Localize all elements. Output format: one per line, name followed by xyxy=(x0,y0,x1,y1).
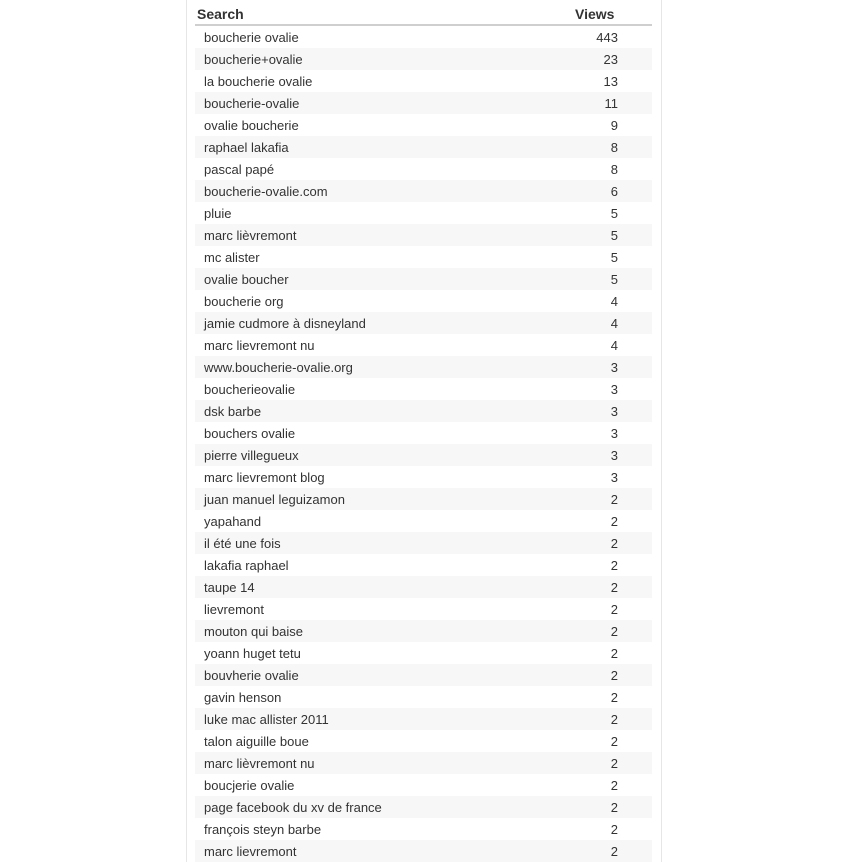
search-term: juan manuel leguizamon xyxy=(204,492,345,507)
view-count: 2 xyxy=(610,536,618,551)
table-row xyxy=(195,444,652,466)
view-count: 2 xyxy=(610,602,618,617)
view-count: 5 xyxy=(610,206,618,221)
table-row xyxy=(195,268,652,290)
table-row xyxy=(195,620,652,642)
view-count: 2 xyxy=(610,558,618,573)
table-row xyxy=(195,158,652,180)
table-row xyxy=(195,202,652,224)
table-row xyxy=(195,686,652,708)
table-row xyxy=(195,664,652,686)
table-row xyxy=(195,840,652,862)
search-term: raphael lakafia xyxy=(204,140,289,155)
view-count: 4 xyxy=(610,294,618,309)
search-terms-panel xyxy=(186,0,662,862)
search-term: bouvherie ovalie xyxy=(204,668,299,683)
search-term: boucherie org xyxy=(204,294,284,309)
view-count: 4 xyxy=(610,338,618,353)
view-count: 2 xyxy=(610,800,618,815)
table-row xyxy=(195,422,652,444)
view-count: 2 xyxy=(610,690,618,705)
view-count: 3 xyxy=(610,382,618,397)
table-row xyxy=(195,92,652,114)
table-row xyxy=(195,246,652,268)
view-count: 2 xyxy=(610,734,618,749)
column-header-search: Search xyxy=(197,6,244,22)
search-term: yoann huget tetu xyxy=(204,646,301,661)
table-row xyxy=(195,400,652,422)
view-count: 2 xyxy=(610,646,618,661)
search-term: ovalie boucher xyxy=(204,272,289,287)
search-term: page facebook du xv de france xyxy=(204,800,382,815)
view-count: 2 xyxy=(610,668,618,683)
table-row xyxy=(195,26,652,48)
table-row xyxy=(195,224,652,246)
table-body xyxy=(195,26,652,862)
search-term: gavin henson xyxy=(204,690,282,705)
search-term: marc lievremont xyxy=(204,844,297,859)
search-term: pierre villegueux xyxy=(204,448,299,463)
view-count: 8 xyxy=(610,140,618,155)
search-term: lakafia raphael xyxy=(204,558,289,573)
search-term: pluie xyxy=(204,206,232,221)
table-row xyxy=(195,774,652,796)
view-count: 8 xyxy=(610,162,618,177)
view-count: 4 xyxy=(610,316,618,331)
table-row xyxy=(195,730,652,752)
search-term: lievremont xyxy=(204,602,264,617)
view-count: 11 xyxy=(604,96,618,111)
view-count: 9 xyxy=(610,118,618,133)
table-row xyxy=(195,378,652,400)
view-count: 3 xyxy=(610,404,618,419)
search-terms-table xyxy=(195,0,652,862)
table-row xyxy=(195,312,652,334)
view-count: 2 xyxy=(610,778,618,793)
view-count: 443 xyxy=(596,30,618,45)
view-count: 13 xyxy=(603,74,618,89)
search-term: mouton qui baise xyxy=(204,624,304,639)
search-term: mc alister xyxy=(204,250,260,265)
view-count: 2 xyxy=(610,624,618,639)
table-row xyxy=(195,48,652,70)
view-count: 3 xyxy=(610,470,618,485)
search-term: www.boucherie-ovalie.org xyxy=(204,360,353,375)
table-row xyxy=(195,290,652,312)
view-count: 5 xyxy=(610,228,618,243)
search-term: bouchers ovalie xyxy=(204,426,296,441)
table-row xyxy=(195,334,652,356)
search-term: ovalie boucherie xyxy=(204,118,299,133)
view-count: 2 xyxy=(610,822,618,837)
search-term: dsk barbe xyxy=(204,404,262,419)
table-header xyxy=(195,0,652,26)
table-row xyxy=(195,488,652,510)
view-count: 2 xyxy=(610,580,618,595)
search-term: françois steyn barbe xyxy=(204,822,322,837)
view-count: 23 xyxy=(603,52,618,67)
table-row xyxy=(195,576,652,598)
view-count: 3 xyxy=(610,426,618,441)
search-term: marc lièvremont nu xyxy=(204,756,315,771)
search-term: jamie cudmore à disneyland xyxy=(204,316,366,331)
search-term: marc lievremont nu xyxy=(204,338,315,353)
view-count: 3 xyxy=(610,360,618,375)
search-term: boucherie ovalie xyxy=(204,30,299,45)
search-term: la boucherie ovalie xyxy=(204,74,313,89)
search-term: boucherie+ovalie xyxy=(204,52,303,67)
view-count: 2 xyxy=(610,492,618,507)
search-term: taupe 14 xyxy=(204,580,255,595)
view-count: 2 xyxy=(610,844,618,859)
search-term: boucjerie ovalie xyxy=(204,778,295,793)
table-row xyxy=(195,818,652,840)
search-term: boucherie-ovalie xyxy=(204,96,300,111)
table-row xyxy=(195,532,652,554)
view-count: 6 xyxy=(610,184,618,199)
column-header-views: Views xyxy=(575,6,615,22)
table-row xyxy=(195,708,652,730)
search-term: boucherie-ovalie.com xyxy=(204,184,328,199)
view-count: 2 xyxy=(610,514,618,529)
table-row xyxy=(195,136,652,158)
view-count: 5 xyxy=(610,250,618,265)
view-count: 5 xyxy=(610,272,618,287)
table-row xyxy=(195,752,652,774)
search-term: marc lièvremont xyxy=(204,228,297,243)
table-row xyxy=(195,796,652,818)
table-row xyxy=(195,554,652,576)
table-row xyxy=(195,356,652,378)
table-row xyxy=(195,598,652,620)
view-count: 2 xyxy=(610,756,618,771)
table-row xyxy=(195,642,652,664)
search-term: luke mac allister 2011 xyxy=(204,712,329,727)
search-term: marc lievremont blog xyxy=(204,470,325,485)
table-row xyxy=(195,114,652,136)
search-term: talon aiguille boue xyxy=(204,734,309,749)
search-term: boucherieovalie xyxy=(204,382,296,397)
table-row xyxy=(195,510,652,532)
search-term: pascal papé xyxy=(204,162,275,177)
search-term: yapahand xyxy=(204,514,262,529)
view-count: 3 xyxy=(610,448,618,463)
table-row xyxy=(195,466,652,488)
search-term: il été une fois xyxy=(204,536,281,551)
table-row xyxy=(195,70,652,92)
table-row xyxy=(195,180,652,202)
view-count: 2 xyxy=(610,712,618,727)
